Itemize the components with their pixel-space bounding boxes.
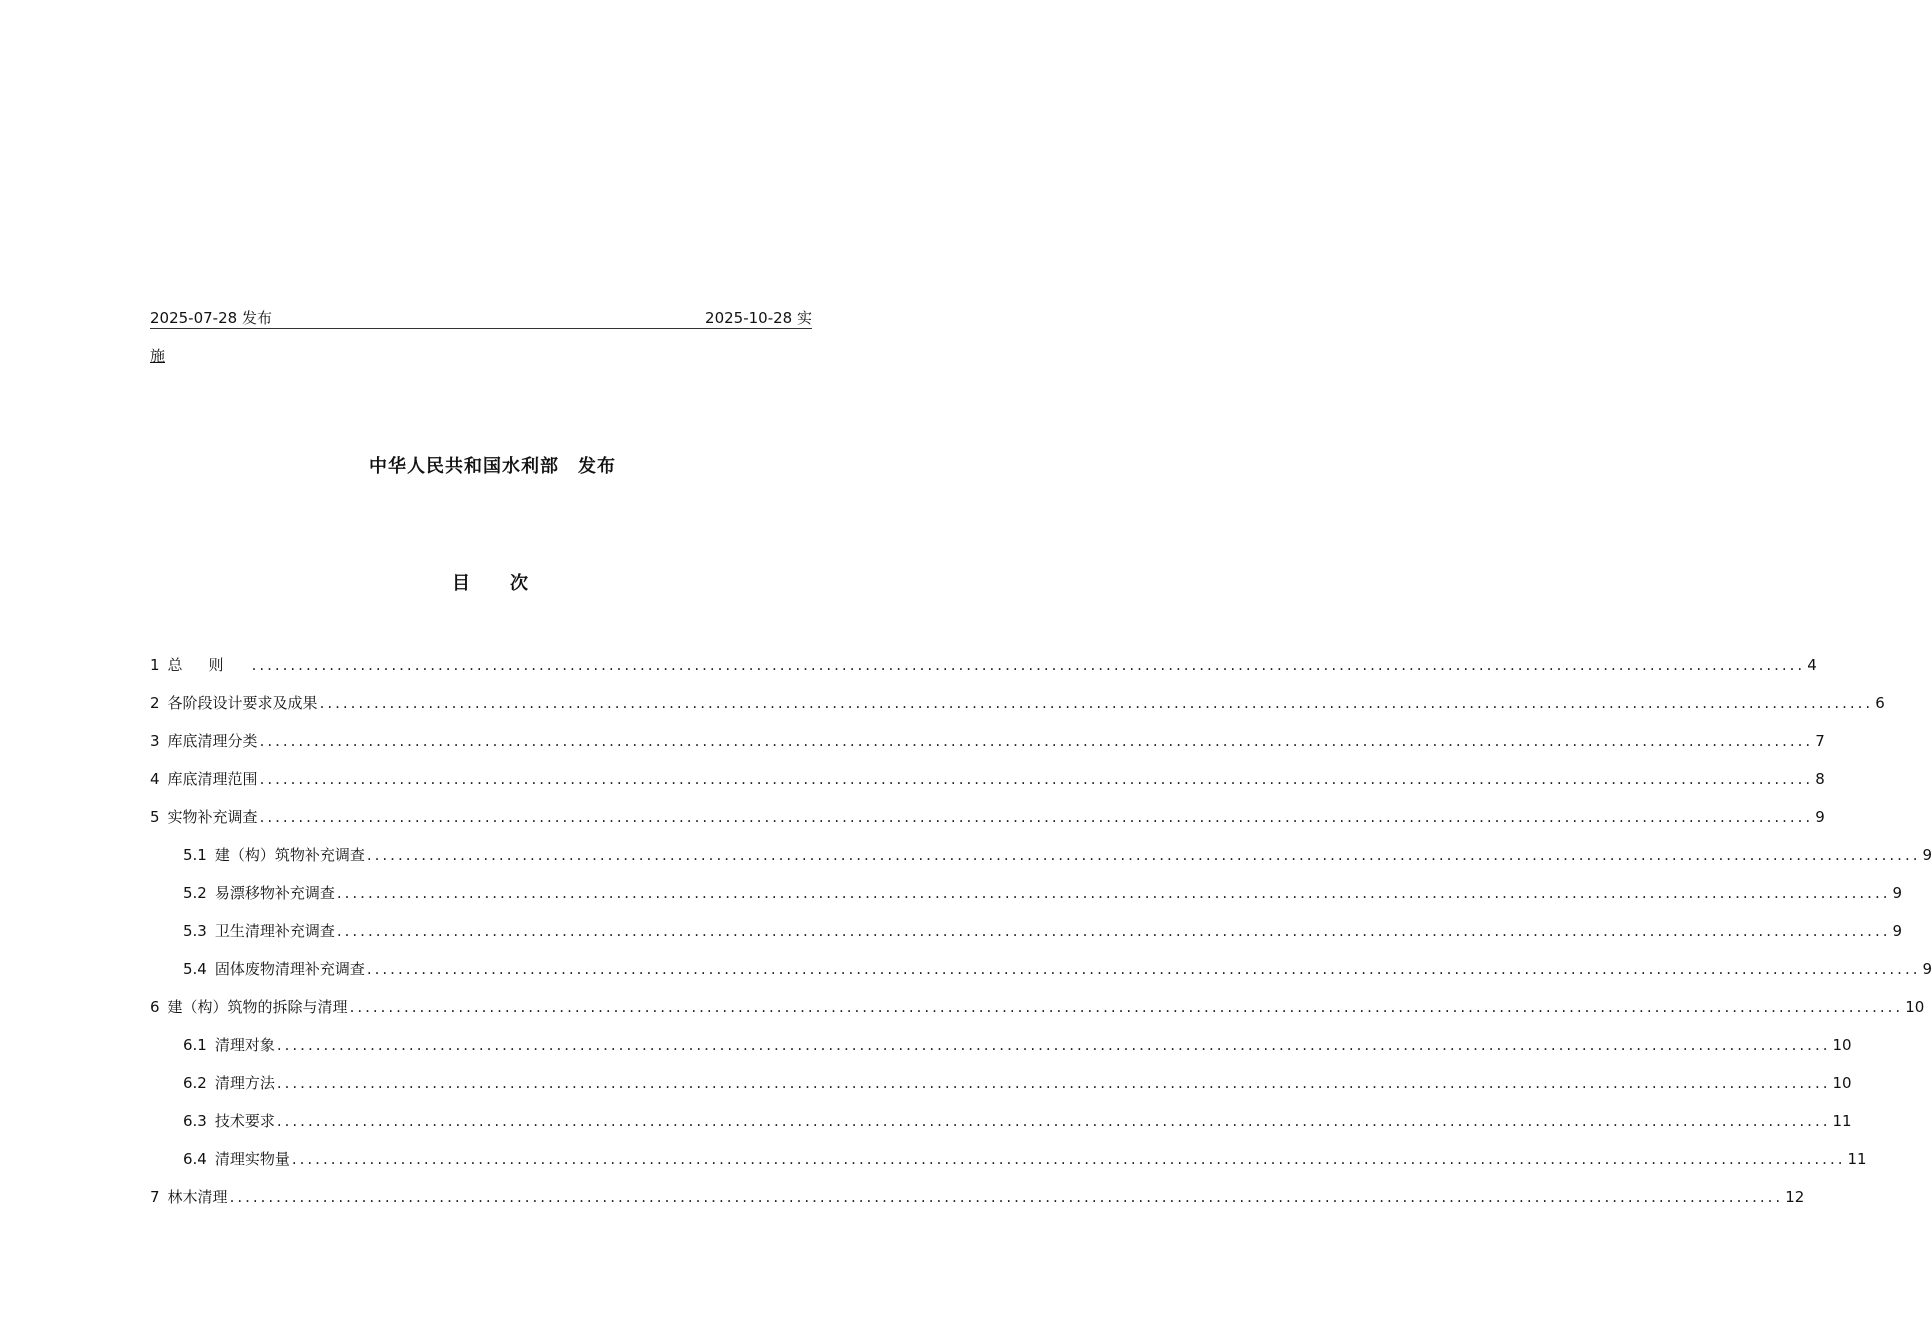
- toc-title-char-1: 目: [452, 573, 470, 594]
- publisher-line: 中华人民共和国水利部 发布: [369, 456, 616, 477]
- toc-entry-label: 清理方法: [214, 1074, 275, 1092]
- toc-entry[interactable]: [150, 730, 1825, 768]
- date-row: [150, 308, 812, 329]
- toc-entry-page: 4: [1807, 656, 1817, 674]
- toc-entry-number: 6: [150, 998, 160, 1016]
- toc-entry-number: 5.1: [183, 846, 207, 864]
- toc-entry-label: 各阶段设计要求及成果: [167, 694, 318, 712]
- toc-entry-number: 2: [150, 694, 160, 712]
- toc-entry-page: 7: [1815, 732, 1825, 750]
- toc-leader-dots: ........................................................................................................................................................................................................: [276, 1036, 1831, 1054]
- toc-entry-page: 11: [1847, 1150, 1867, 1168]
- toc-leader-dots: ........................................................................................................................................................................................................: [259, 808, 1814, 826]
- toc-entry-number: 5.3: [183, 922, 207, 940]
- toc-entry-page: 9: [1815, 808, 1825, 826]
- toc-entry[interactable]: [150, 768, 1825, 806]
- toc-entry-label: 库底清理范围: [167, 770, 258, 788]
- toc-entry-page: 8: [1815, 770, 1825, 788]
- toc-entry-number: 5.2: [183, 884, 207, 902]
- toc-leader-dots: ........................................................................................................................................................................................................: [319, 694, 1874, 712]
- toc-entry-label: 建（构）筑物的拆除与清理: [167, 998, 348, 1016]
- toc-leader-dots: ........................................................................................................................................................................................................: [276, 1112, 1831, 1130]
- toc-entry[interactable]: [150, 882, 1903, 920]
- effective-date: 2025-10-28 实: [705, 309, 812, 327]
- toc-entry[interactable]: [150, 1034, 1852, 1072]
- toc-entry-page: 11: [1832, 1112, 1852, 1130]
- toc-entry-page: 9: [1922, 846, 1932, 864]
- toc-entry[interactable]: [150, 996, 1925, 1034]
- toc-entry-page: 10: [1905, 998, 1925, 1016]
- toc-leader-dots: ........................................................................................................................................................................................................: [366, 960, 1921, 978]
- toc-entry[interactable]: [150, 1186, 1805, 1224]
- toc-entry[interactable]: [150, 1110, 1852, 1148]
- toc-entry-page: 10: [1832, 1036, 1852, 1054]
- toc-entry-label: 总则: [167, 656, 250, 674]
- toc-entry[interactable]: [150, 1148, 1867, 1186]
- table-of-contents: [150, 654, 1932, 1224]
- toc-entry-label: 清理对象: [214, 1036, 275, 1054]
- toc-leader-dots: ........................................................................................................................................................................................................: [229, 1188, 1784, 1206]
- toc-entry-label: 清理实物量: [214, 1150, 290, 1168]
- toc-entry-label: 林木清理: [167, 1188, 228, 1206]
- toc-leader-dots: ........................................................................................................................................................................................................: [336, 922, 1891, 940]
- toc-entry-number: 3: [150, 732, 160, 750]
- toc-leader-dots: ........................................................................................................................................................................................................: [259, 732, 1814, 750]
- toc-leader-dots: ........................................................................................................................................................................................................: [276, 1074, 1831, 1092]
- toc-entry-number: 6.4: [183, 1150, 207, 1168]
- toc-entry[interactable]: [150, 920, 1903, 958]
- toc-entry-label: 易漂移物补充调查: [214, 884, 335, 902]
- effective-date-continuation: 施: [150, 347, 166, 365]
- toc-leader-dots: ........................................................................................................................................................................................................: [349, 998, 1904, 1016]
- toc-title-char-2: 次: [510, 573, 528, 594]
- toc-entry[interactable]: [150, 654, 1817, 692]
- toc-entry[interactable]: [150, 958, 1932, 996]
- publish-date: 2025-07-28 发布: [150, 309, 272, 327]
- toc-entry-number: 5: [150, 808, 160, 826]
- toc-leader-dots: ........................................................................................................................................................................................................: [251, 656, 1806, 674]
- toc-entry-label: 实物补充调查: [167, 808, 258, 826]
- toc-entry-number: 1: [150, 656, 160, 674]
- toc-entry-page: 12: [1785, 1188, 1805, 1206]
- toc-entry-page: 6: [1875, 694, 1885, 712]
- toc-entry-number: 6.2: [183, 1074, 207, 1092]
- toc-leader-dots: ........................................................................................................................................................................................................: [291, 1150, 1846, 1168]
- toc-entry-number: 6.3: [183, 1112, 207, 1130]
- toc-title: [452, 572, 528, 596]
- toc-entry-number: 7: [150, 1188, 160, 1206]
- toc-entry[interactable]: [150, 806, 1825, 844]
- toc-entry-page: 9: [1892, 884, 1903, 902]
- toc-entry-label: 建（构）筑物补充调查: [214, 846, 365, 864]
- toc-entry[interactable]: [150, 692, 1885, 730]
- toc-entry-number: 4: [150, 770, 160, 788]
- toc-leader-dots: ........................................................................................................................................................................................................: [336, 884, 1891, 902]
- toc-entry-number: 5.4: [183, 960, 207, 978]
- toc-entry-label: 固体废物清理补充调查: [214, 960, 365, 978]
- toc-entry-label: 技术要求: [214, 1112, 275, 1130]
- toc-leader-dots: ........................................................................................................................................................................................................: [366, 846, 1921, 864]
- toc-leader-dots: ........................................................................................................................................................................................................: [259, 770, 1814, 788]
- toc-entry-page: 9: [1892, 922, 1903, 940]
- toc-entry[interactable]: [150, 844, 1932, 882]
- toc-entry-number: 6.1: [183, 1036, 207, 1054]
- toc-entry-label: 库底清理分类: [167, 732, 258, 750]
- toc-entry-label: 卫生清理补充调查: [214, 922, 335, 940]
- toc-entry-page: 10: [1832, 1074, 1852, 1092]
- toc-entry[interactable]: [150, 1072, 1852, 1110]
- toc-entry-page: 9: [1922, 960, 1932, 978]
